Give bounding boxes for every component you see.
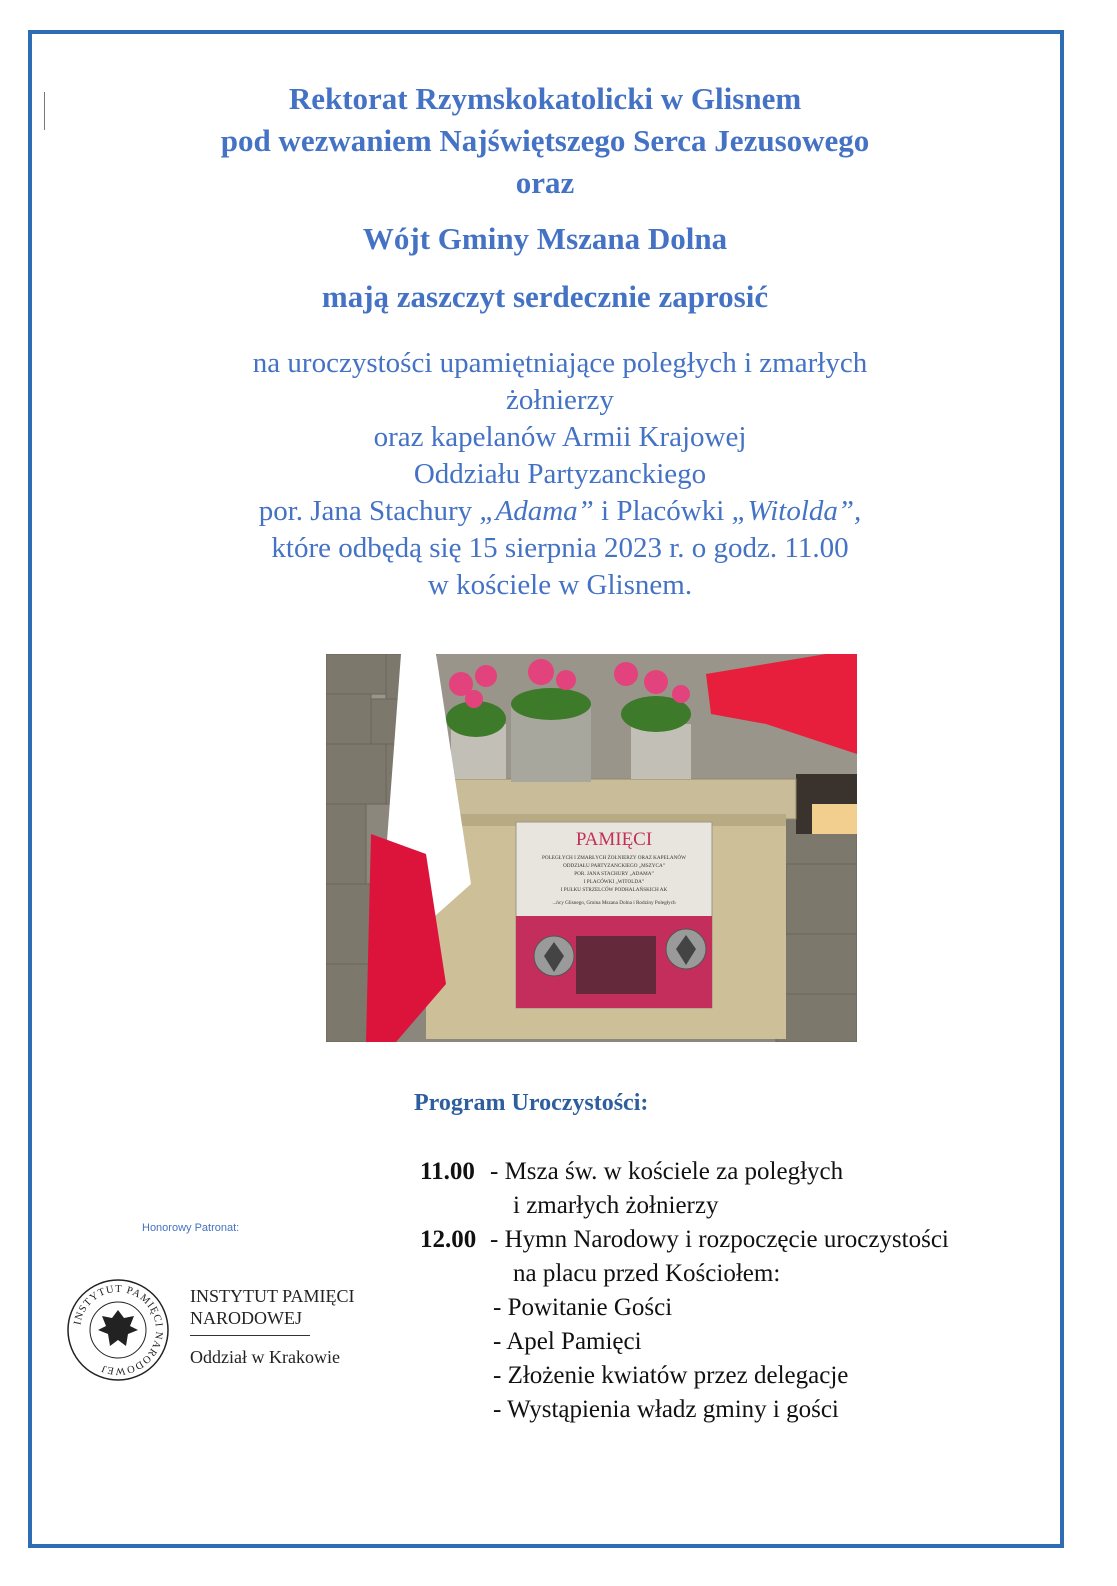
program-subitem <box>420 1359 1040 1393</box>
plaque-line-3: POR. JANA STACHURY „ADAMA” <box>574 871 654 877</box>
invitation-line-5c: i Placówki <box>593 495 732 527</box>
program-text: - Msza św. w kościele za poległych <box>490 1158 844 1185</box>
eagle-emblem-left-icon <box>534 936 574 976</box>
header-line-5: mają zaszczyt serdecznie zaprosić <box>321 279 769 314</box>
eagle-icon <box>98 1310 138 1346</box>
program-text: - Hymn Narodowy i rozpoczęcie uroczystości <box>490 1226 949 1253</box>
program-time: 11.00 <box>420 1158 475 1185</box>
program-subitem <box>420 1393 1040 1427</box>
program-subitem-text: - Powitanie Gości <box>493 1294 673 1321</box>
program-item <box>420 1155 1040 1189</box>
invitation-line-6: które odbędą się 15 sierpnia 2023 r. o godz. 11.00 <box>271 532 849 564</box>
invitation-text <box>110 345 1010 604</box>
plaque-line-1: POLEGŁYCH I ZMARŁYCH ŻOŁNIERZY ORAZ KAPELANÓW <box>541 855 687 861</box>
ipn-seal-logo <box>66 1278 170 1382</box>
invitation-line-5 <box>110 493 1010 530</box>
plaque-line-6: ...ńcy Glisnego, Gmina Mszana Dolna i Rodziny Poległych <box>552 900 676 906</box>
program-text-cont: i zmarłych żołnierzy <box>513 1192 719 1219</box>
invitation-line-7: w kościele w Glisnem. <box>427 569 693 601</box>
program-subitem <box>420 1291 1040 1325</box>
header-line-4: Wójt Gminy Mszana Dolna <box>362 221 728 256</box>
program-text-cont: na placu przed Kościołem: <box>513 1260 781 1287</box>
plaque-line-4: I PLACÓWKI „WITOLDA” <box>583 879 645 885</box>
program-item-continued <box>420 1189 1040 1223</box>
ipn-name-line-2: NARODOWEJ <box>190 1308 302 1328</box>
program-schedule <box>420 1155 1040 1427</box>
seal-text: INSTYTUT PAMIĘCI NARODOWEJ <box>72 1283 165 1377</box>
eagle-emblem-right-icon <box>666 929 706 969</box>
plaque-line-5: I PUŁKU STRZELCÓW PODHALAŃSKICH AK <box>560 887 668 893</box>
invitation-line-3: oraz kapelanów Armii Krajowej <box>373 421 747 453</box>
text-cursor-mark <box>44 92 45 130</box>
header-line-1: Rektorat Rzymskokatolicki w Glisnem <box>288 81 802 116</box>
program-subitem-text: - Wystąpienia władz gminy i gości <box>493 1396 839 1423</box>
program-subitem-text: - Złożenie kwiatów przez delegacje <box>493 1362 849 1389</box>
header-line-3: oraz <box>515 165 575 200</box>
ipn-divider <box>190 1335 310 1336</box>
program-subitem <box>420 1325 1040 1359</box>
ipn-org-text <box>190 1285 355 1368</box>
invitation-line-2: żołnierzy <box>506 384 614 416</box>
invitation-witolda: „Witolda”, <box>731 495 862 527</box>
program-item <box>420 1223 1040 1257</box>
plaque-line-2: ODDZIAŁU PARTYZANCKIEGO „MSZYCA” <box>562 863 666 869</box>
plaque-title: PAMIĘCI <box>575 829 653 850</box>
memorial-photo <box>326 654 857 1042</box>
patronage-label: Honorowy Patronat: <box>142 1222 240 1234</box>
invitation-adama: „Adama” <box>479 495 594 527</box>
program-time: 12.00 <box>420 1226 477 1253</box>
header-line-2: pod wezwaniem Najświętszego Serca Jezusowego <box>220 123 870 158</box>
invitation-line-1: na uroczystości upamiętniające poległych i zmarłych <box>252 347 868 379</box>
program-item-continued <box>420 1257 1040 1291</box>
invitation-line-5a: por. Jana Stachury <box>258 495 480 527</box>
program-title: Program Uroczystości: <box>414 1090 649 1116</box>
invitation-line-4: Oddziału Partyzanckiego <box>413 458 707 490</box>
ipn-branch: Oddział w Krakowie <box>190 1347 340 1367</box>
ipn-name-line-1: INSTYTUT PAMIĘCI <box>190 1286 355 1306</box>
program-subitem-text: - Apel Pamięci <box>493 1328 642 1355</box>
